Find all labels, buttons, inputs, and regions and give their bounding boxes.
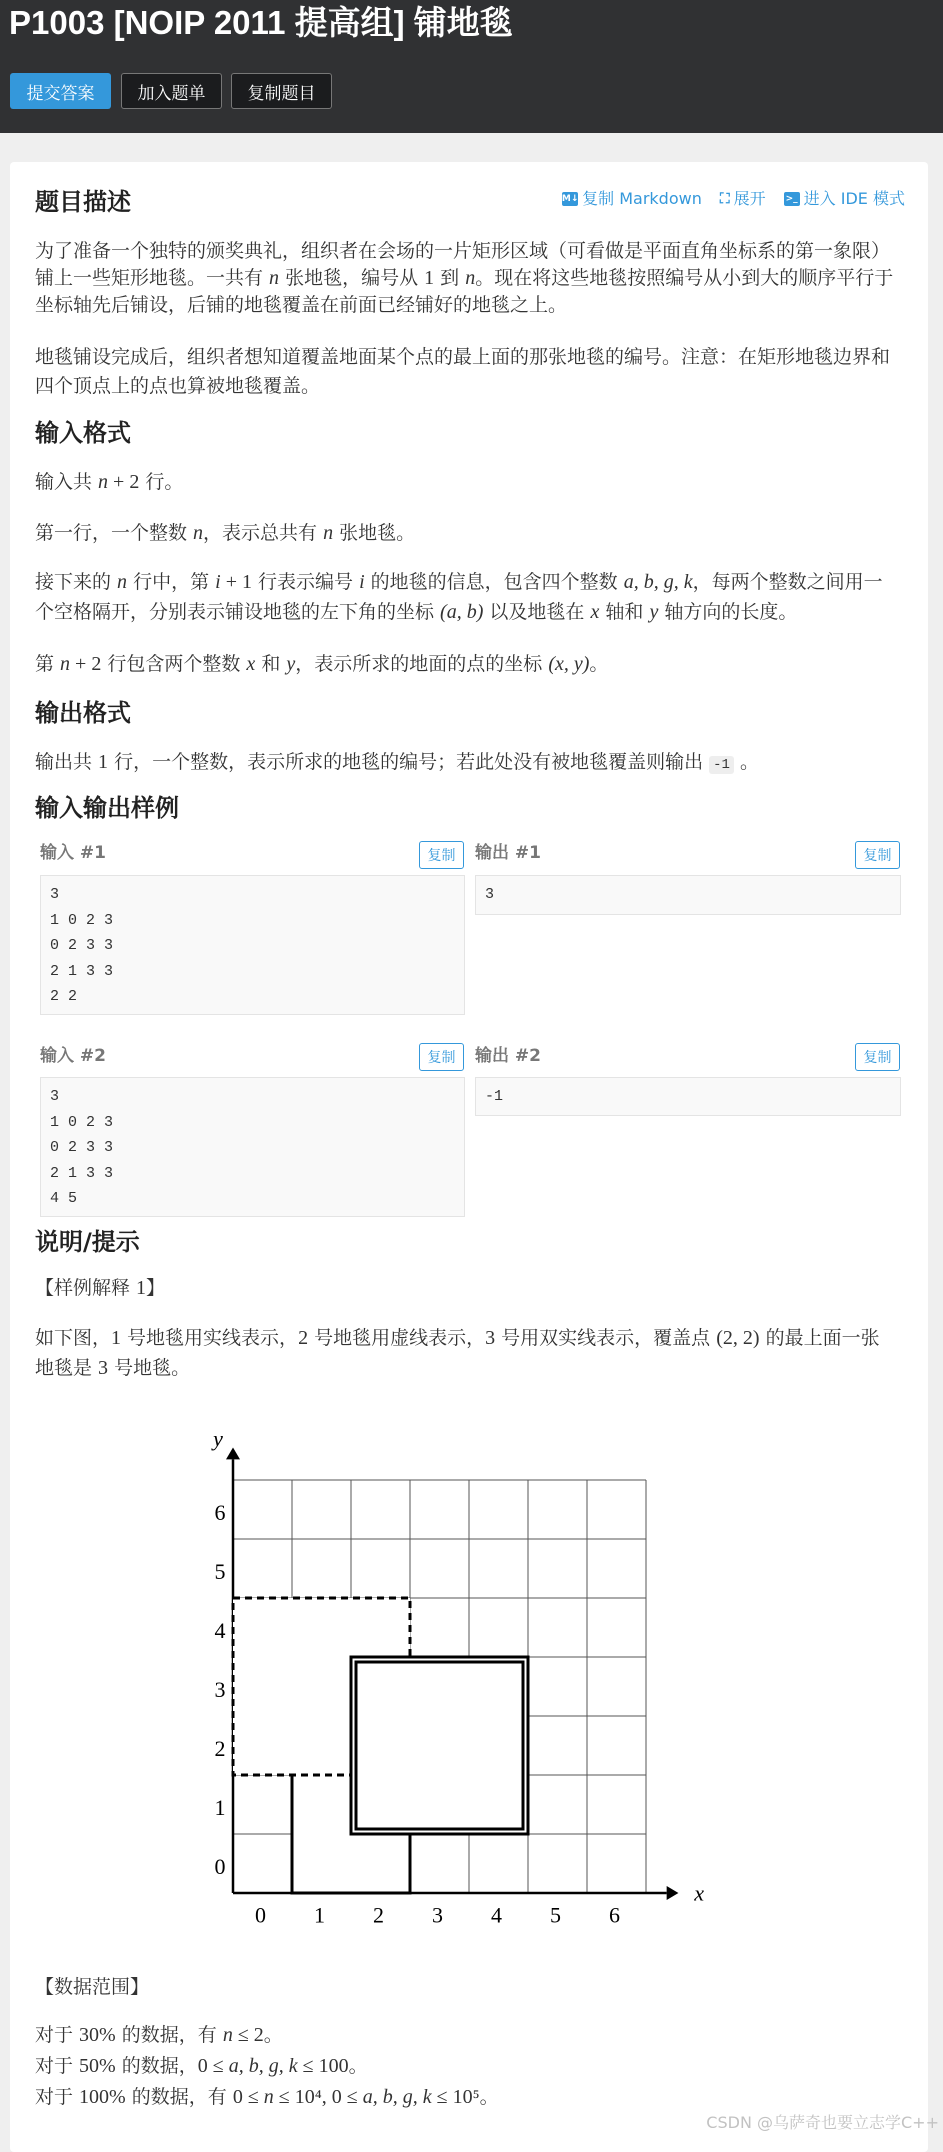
- sample-input-box: 3 1 0 2 3 0 2 3 3 2 1 3 3 4 5: [40, 1077, 465, 1217]
- math-number: 50%: [79, 2055, 116, 2077]
- math-text: i: [359, 571, 365, 593]
- description-paragraph-2: [35, 343, 890, 401]
- text-segment: 行表示编号: [251, 571, 360, 593]
- text-line: [35, 2051, 499, 2082]
- input-format-line-2: [35, 519, 415, 547]
- inline-code: -1: [709, 756, 734, 774]
- copy-markdown-label: 复制 Markdown: [582, 189, 702, 208]
- text-segment: 行包含两个整数: [101, 653, 247, 675]
- text-line: [35, 519, 415, 547]
- text-segment: 铺上一些矩形地毯。一共有: [35, 267, 270, 289]
- math-text: n: [222, 2024, 233, 2046]
- math-text: x: [246, 653, 256, 675]
- copy-output-button[interactable]: 复制: [855, 841, 900, 869]
- x-tick-label: 5: [550, 1902, 561, 1928]
- text-line: [35, 1323, 880, 1353]
- section-title-hint: 说明/提示: [35, 1228, 140, 1256]
- math-number: 2: [298, 1327, 309, 1349]
- text-segment: 。现在将这些地毯按照编号从小到大的顺序平行于: [475, 267, 894, 289]
- text-segment: 。: [263, 2024, 283, 2046]
- copy-input-button[interactable]: 复制: [419, 841, 464, 869]
- y-tick-label: 4: [214, 1618, 226, 1643]
- math-text: y: [649, 601, 659, 623]
- text-line: [35, 1973, 149, 2001]
- text-line: [35, 238, 893, 265]
- sample-explanation-text: [35, 1323, 880, 1383]
- description-toolbar: [562, 188, 905, 210]
- math-text: n: [263, 2086, 274, 2108]
- text-segment: ，表示所求的地面的点的坐标: [295, 653, 549, 675]
- math-text: a, b, g, k: [623, 571, 693, 593]
- text-segment: 行。: [139, 471, 184, 493]
- expand-icon: ⛶: [719, 191, 730, 207]
- math-text: n: [98, 471, 109, 493]
- carpet-3-fill: [351, 1657, 528, 1834]
- text-segment: 号地毯。: [108, 1357, 191, 1379]
- math-text: n: [465, 267, 476, 289]
- math-number: 100%: [79, 2086, 126, 2108]
- text-line: [35, 2082, 499, 2113]
- text-line: [35, 567, 883, 597]
- text-line: [35, 343, 890, 372]
- text-segment: 轴和: [599, 601, 650, 623]
- text-segment: 为了准备一个独特的颁奖典礼，组织者在会场的一片矩形区域（可看做是平面直角坐标系的第一象限）: [35, 240, 891, 262]
- description-paragraph-1: [35, 238, 893, 319]
- section-title-description: 题目描述: [35, 188, 131, 216]
- text-line: [35, 468, 183, 496]
- text-segment: 接下来的: [35, 571, 118, 593]
- text-segment: 的最上面一张: [759, 1327, 880, 1349]
- math-text: (a, b): [440, 601, 484, 623]
- text-line: [35, 1274, 165, 1302]
- math-text: y: [286, 653, 296, 675]
- math-text: n: [60, 653, 71, 675]
- text-segment: 以及地毯在: [483, 601, 591, 623]
- math-text: (x, y): [548, 653, 590, 675]
- text-segment: 的数据，有: [115, 2024, 223, 2046]
- text-segment: 对于: [35, 2024, 80, 2046]
- input-format-line-4: [35, 650, 608, 678]
- math-number: + 2: [70, 653, 102, 675]
- x-tick-label: 0: [255, 1902, 266, 1928]
- math-number: (2, 2): [716, 1327, 760, 1349]
- text-line: [35, 748, 759, 779]
- section-title-samples: 输入输出样例: [35, 794, 179, 822]
- text-segment: 如下图，: [35, 1327, 112, 1349]
- text-segment: 输入共: [35, 471, 99, 493]
- text-line: [35, 292, 893, 319]
- text-segment: 。: [589, 653, 609, 675]
- input-format-line-1: [35, 468, 183, 496]
- add-to-list-button[interactable]: 加入题单: [121, 73, 222, 109]
- text-segment: 地毯是: [35, 1357, 99, 1379]
- math-text: n: [269, 267, 280, 289]
- copy-problem-button[interactable]: 复制题目: [231, 73, 332, 109]
- y-tick-label: 6: [214, 1500, 226, 1525]
- text-segment: 对于: [35, 2055, 80, 2077]
- sample-input-box: 3 1 0 2 3 0 2 3 3 2 1 3 3 2 2: [40, 875, 465, 1015]
- problem-header: [0, 0, 943, 133]
- math-text: n: [117, 571, 128, 593]
- copy-markdown-link[interactable]: [562, 188, 702, 210]
- copy-input-button[interactable]: 复制: [419, 1043, 464, 1071]
- text-segment: 。: [348, 2055, 368, 2077]
- text-segment: 第: [35, 653, 61, 675]
- ide-mode-label: 进入 IDE 模式: [803, 189, 905, 208]
- math-number: 0 ≤: [197, 2055, 229, 2077]
- expand-link[interactable]: [720, 188, 766, 210]
- math-text: i: [215, 571, 221, 593]
- copy-output-button[interactable]: 复制: [855, 1043, 900, 1071]
- math-text: a, b, g, k: [362, 2086, 432, 2108]
- csdn-watermark: CSDN @乌萨奇也要立志学C++: [706, 2113, 939, 2132]
- text-segment: 。: [479, 2086, 499, 2108]
- math-number: ≤ 10⁵: [431, 2086, 480, 2108]
- text-segment: 的数据，: [115, 2055, 198, 2077]
- math-number: 1: [111, 1327, 122, 1349]
- math-number: ≤ 100: [297, 2055, 349, 2077]
- math-number: + 2: [108, 471, 140, 493]
- text-line: [35, 1353, 880, 1383]
- data-range-title: [35, 1973, 149, 2001]
- math-number: 3: [485, 1327, 496, 1349]
- y-tick-label: 1: [214, 1795, 226, 1820]
- text-segment: 行，一个整数，表示所求的地毯的编号；若此处没有被地毯覆盖则输出: [108, 751, 710, 773]
- text-segment: 个空格隔开，分别表示铺设地毯的左下角的坐标: [35, 601, 441, 623]
- section-title-output-format: 输出格式: [35, 699, 131, 727]
- text-segment: 号地毯用虚线表示，: [308, 1327, 486, 1349]
- text-segment: ，表示总共有: [203, 522, 324, 544]
- text-segment: 的数据，有: [125, 2086, 233, 2108]
- math-number: 0 ≤: [232, 2086, 264, 2108]
- carpet-diagram: [200, 1430, 710, 1930]
- text-segment: ，每两个整数之间用一: [692, 571, 883, 593]
- input-format-line-3: [35, 567, 883, 627]
- sample-input-label: 输入 #1: [40, 843, 106, 863]
- expand-label: 展开: [733, 189, 766, 208]
- text-segment: 四个顶点上的点也算被地毯覆盖。: [35, 375, 321, 397]
- text-segment: 行中，第: [127, 571, 216, 593]
- text-segment: 轴方向的长度。: [658, 601, 798, 623]
- x-axis-arrow: [667, 1886, 679, 1900]
- text-segment: 坐标轴先后铺设，后铺的地毯覆盖在前面已经铺好的地毯之上。: [35, 294, 568, 316]
- text-segment: 到: [434, 267, 466, 289]
- sample-output-label: 输出 #1: [475, 843, 541, 863]
- text-segment: 输出共: [35, 751, 99, 773]
- sample-output-label: 输出 #2: [475, 1046, 541, 1066]
- math-text: a, b, g, k: [228, 2055, 298, 2077]
- y-tick-label: 5: [214, 1559, 226, 1584]
- text-line: [35, 650, 608, 678]
- data-range-list: [35, 2020, 499, 2113]
- math-text: x: [590, 601, 600, 623]
- text-segment: 的地毯的信息，包含四个整数: [364, 571, 624, 593]
- x-tick-label: 6: [609, 1902, 620, 1928]
- y-axis-label: y: [213, 1430, 223, 1452]
- problem-title: P1003 [NOIP 2011 提高组] 铺地毯: [9, 4, 513, 41]
- text-line: [35, 265, 893, 292]
- text-line: [35, 372, 890, 401]
- text-segment: 号地毯用实线表示，: [121, 1327, 299, 1349]
- text-segment: 对于: [35, 2086, 80, 2108]
- text-segment: 和: [255, 653, 287, 675]
- text-segment: 【样例解释: [35, 1277, 137, 1299]
- sample-output-box: 3: [475, 875, 901, 915]
- markdown-icon: M↓: [561, 194, 579, 204]
- text-segment: 【数据范围】: [35, 1976, 150, 1998]
- math-text: n: [323, 522, 334, 544]
- sample-output-box: -1: [475, 1077, 901, 1116]
- y-tick-label: 3: [214, 1677, 226, 1702]
- y-axis-arrow: [226, 1448, 240, 1460]
- math-number: 30%: [79, 2024, 116, 2046]
- math-number: ≤ 2: [232, 2024, 264, 2046]
- x-tick-label: 2: [373, 1902, 384, 1928]
- math-text: n: [193, 522, 204, 544]
- text-segment: 】: [146, 1277, 166, 1299]
- text-segment: 张地毯。: [333, 522, 416, 544]
- output-format-line: [35, 748, 759, 779]
- sample-explanation-title: [35, 1274, 165, 1302]
- x-tick-label: 3: [432, 1902, 443, 1928]
- math-number: 1: [136, 1277, 147, 1299]
- terminal-icon: >_: [785, 194, 798, 204]
- section-title-input-format: 输入格式: [35, 419, 131, 447]
- text-segment: 。: [733, 751, 759, 773]
- text-segment: 地毯铺设完成后，组织者想知道覆盖地面某个点的最上面的那张地毯的编号。注意：在矩形地毯边界和: [35, 346, 891, 368]
- text-line: [35, 597, 883, 627]
- ide-mode-link[interactable]: [784, 188, 905, 210]
- text-segment: 第一行，一个整数: [35, 522, 194, 544]
- submit-answer-button[interactable]: 提交答案: [10, 73, 111, 109]
- math-number: + 1: [220, 571, 252, 593]
- text-segment: 号用双实线表示，覆盖点: [495, 1327, 717, 1349]
- y-tick-label: 0: [214, 1854, 226, 1879]
- x-axis-label: x: [694, 1880, 704, 1906]
- sample-input-label: 输入 #2: [40, 1046, 106, 1066]
- math-number: 3: [98, 1357, 109, 1379]
- y-tick-label: 2: [214, 1736, 226, 1761]
- text-line: [35, 2020, 499, 2051]
- x-tick-label: 1: [314, 1902, 325, 1928]
- math-number: 1: [98, 751, 109, 773]
- math-number: 1: [424, 267, 435, 289]
- math-number: ≤ 10⁴, 0 ≤: [273, 2086, 363, 2108]
- text-segment: 张地毯，编号从: [279, 267, 425, 289]
- x-tick-label: 4: [491, 1902, 502, 1928]
